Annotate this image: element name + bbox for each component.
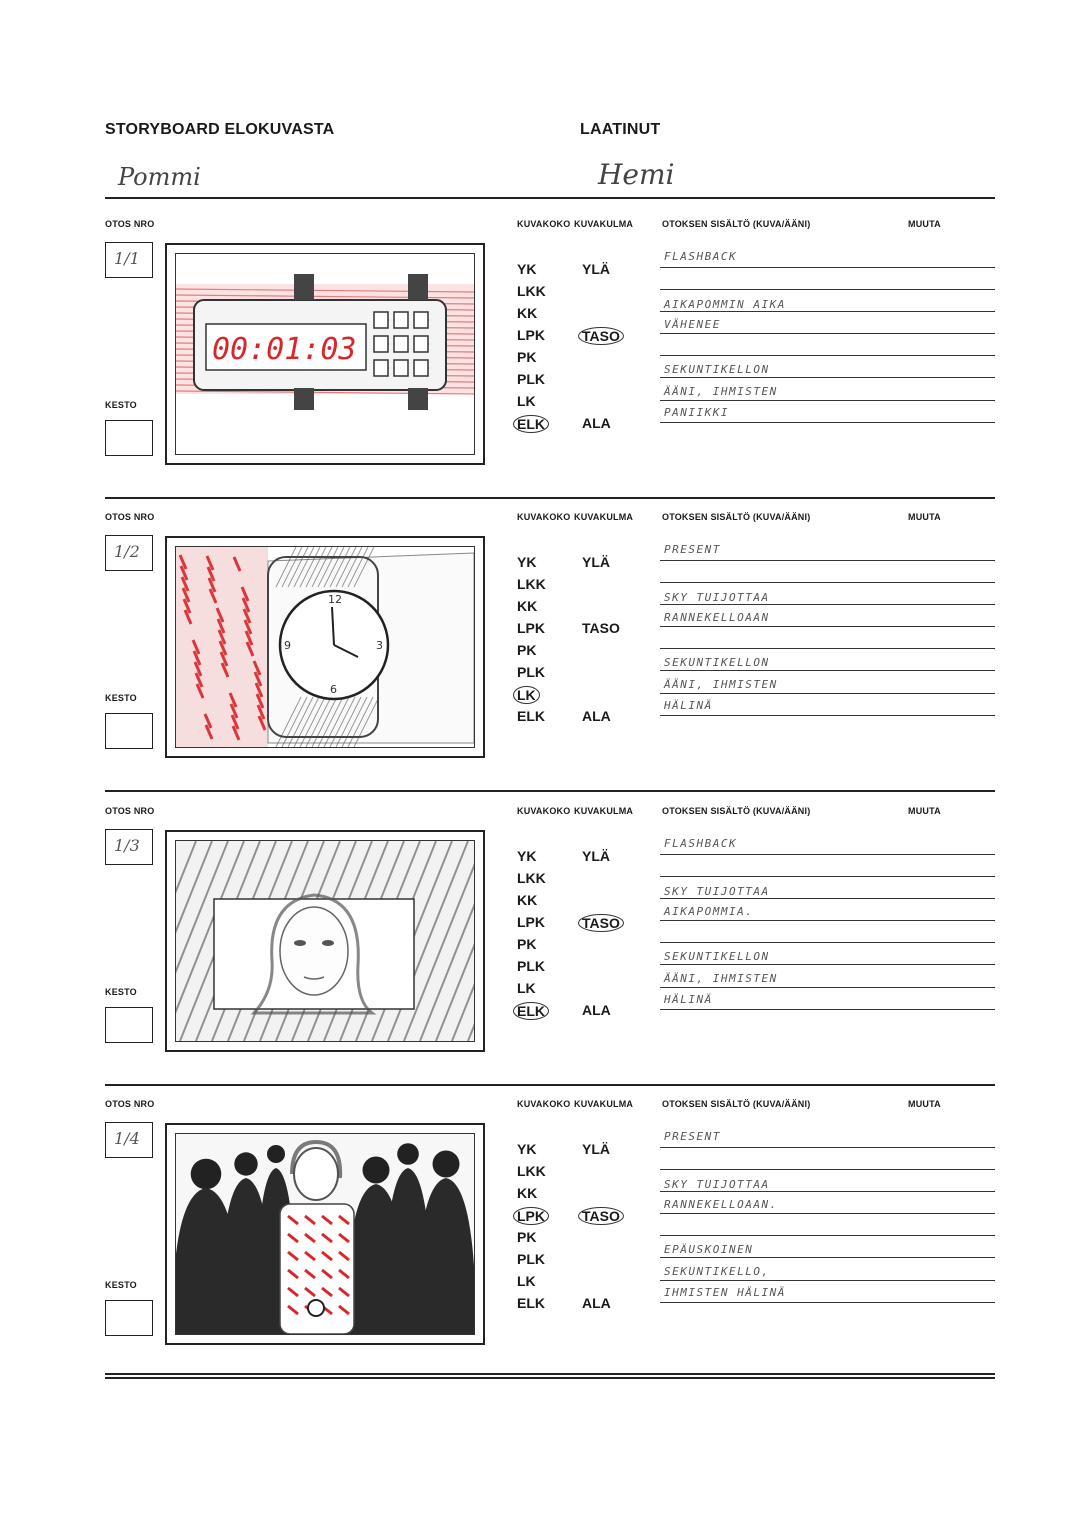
eye-right xyxy=(322,940,334,946)
size-option-yk[interactable]: YK xyxy=(517,848,537,864)
sketch-drawing xyxy=(176,1134,474,1334)
shot-size-header: KUVAKOKO xyxy=(517,1099,571,1109)
content-note: AIKAPOMMIA. xyxy=(664,905,754,918)
content-note: EPÄUSKOINEN xyxy=(664,1243,754,1256)
duration-box[interactable] xyxy=(105,1300,153,1336)
duration-box[interactable] xyxy=(105,420,153,456)
content-note: RANNEKELLOAAN xyxy=(664,611,770,624)
other-header: MUUTA xyxy=(908,1099,941,1109)
content-header: OTOKSEN SISÄLTÖ (KUVA/ÄÄNI) xyxy=(662,219,811,229)
shot-number-box[interactable] xyxy=(105,1122,153,1158)
content-rule xyxy=(660,1280,995,1281)
content-rule xyxy=(660,876,995,877)
shot-number-value: 1/3 xyxy=(114,836,140,855)
size-option-lk[interactable]: LK xyxy=(517,393,536,409)
size-option-pk[interactable]: PK xyxy=(517,349,537,365)
size-option-lk[interactable]: LK xyxy=(517,980,536,996)
crowd-head xyxy=(363,1157,390,1184)
content-rule xyxy=(660,377,995,378)
wristwatch xyxy=(308,1300,324,1316)
size-option-elk[interactable]: ELK xyxy=(513,415,549,433)
content-note: AIKAPOMMIN AIKA xyxy=(664,298,786,311)
shot-number-label: OTOS NRO xyxy=(105,219,155,229)
row-divider xyxy=(105,497,995,499)
angle-option-taso[interactable]: TASO xyxy=(578,1207,624,1225)
sketch-frame xyxy=(165,243,485,465)
duration-label: KESTO xyxy=(105,400,137,410)
content-rule xyxy=(660,648,995,649)
strap-clip xyxy=(294,274,314,300)
size-option-kk[interactable]: KK xyxy=(517,892,538,908)
content-note: SEKUNTIKELLON xyxy=(664,656,770,669)
sketch-panel xyxy=(175,253,475,455)
size-option-yk[interactable]: YK xyxy=(517,554,537,570)
crowd-head xyxy=(433,1151,460,1178)
content-rule xyxy=(660,898,995,899)
content-header: OTOKSEN SISÄLTÖ (KUVA/ÄÄNI) xyxy=(662,1099,811,1109)
content-rule xyxy=(660,964,995,965)
content-rule xyxy=(660,854,995,855)
size-option-kk[interactable]: KK xyxy=(517,305,538,321)
sketch-panel xyxy=(175,1133,475,1335)
content-rule xyxy=(660,1257,995,1258)
keypad-key xyxy=(414,360,428,376)
angle-header: KUVAKULMA xyxy=(574,1099,634,1109)
size-option-lpk[interactable]: LPK xyxy=(517,620,545,636)
duration-box[interactable] xyxy=(105,1007,153,1043)
size-option-elk[interactable]: ELK xyxy=(517,1295,545,1311)
author-label: LAATINUT xyxy=(580,121,661,138)
size-option-plk[interactable]: PLK xyxy=(517,958,545,974)
angle-header: KUVAKULMA xyxy=(574,512,634,522)
content-rule xyxy=(660,626,995,627)
bottom-rule xyxy=(105,1373,995,1375)
angle-option-ala[interactable]: ALA xyxy=(582,415,611,431)
row-divider xyxy=(105,1084,995,1086)
content-rule xyxy=(660,311,995,312)
content-note: SEKUNTIKELLON xyxy=(664,363,770,376)
size-option-plk[interactable]: PLK xyxy=(517,1251,545,1267)
eye-left xyxy=(294,940,306,946)
shot-size-header: KUVAKOKO xyxy=(517,806,571,816)
keypad-key xyxy=(414,336,428,352)
size-option-kk[interactable]: KK xyxy=(517,1185,538,1201)
duration-label: KESTO xyxy=(105,987,137,997)
content-rule xyxy=(660,1213,995,1214)
content-rule xyxy=(660,582,995,583)
content-rule xyxy=(660,333,995,334)
content-rule xyxy=(660,604,995,605)
storyboard-title-label: STORYBOARD ELOKUVASTA xyxy=(105,121,335,138)
row-divider xyxy=(105,1377,995,1379)
keypad-key xyxy=(374,360,388,376)
strap-clip xyxy=(294,388,314,410)
content-rule xyxy=(660,715,995,716)
size-option-lkk[interactable]: LKK xyxy=(517,576,546,592)
clock-digits: 00:01:03 xyxy=(212,332,357,367)
angle-option-yla[interactable]: YLÄ xyxy=(582,554,610,570)
shot-number-label: OTOS NRO xyxy=(105,806,155,816)
content-note: PRESENT xyxy=(664,1130,721,1143)
sketch-drawing xyxy=(176,254,474,454)
content-note: PANIIKKI xyxy=(664,406,729,419)
angle-header: KUVAKULMA xyxy=(574,806,634,816)
content-header: OTOKSEN SISÄLTÖ (KUVA/ÄÄNI) xyxy=(662,512,811,522)
content-rule xyxy=(660,920,995,921)
strap-clip xyxy=(408,388,428,410)
keypad-key xyxy=(394,360,408,376)
size-option-pk[interactable]: PK xyxy=(517,936,537,952)
size-option-pk[interactable]: PK xyxy=(517,1229,537,1245)
strap-clip xyxy=(408,274,428,300)
size-option-yk[interactable]: YK xyxy=(517,261,537,277)
angle-option-ala[interactable]: ALA xyxy=(582,1002,611,1018)
content-rule xyxy=(660,693,995,694)
size-option-elk[interactable]: ELK xyxy=(513,1002,549,1020)
content-note: SKY TUIJOTTAA xyxy=(664,885,770,898)
size-option-lkk[interactable]: LKK xyxy=(517,283,546,299)
sketch-frame xyxy=(165,830,485,1052)
other-header: MUUTA xyxy=(908,806,941,816)
content-note: SEKUNTIKELLO, xyxy=(664,1265,770,1278)
content-rule xyxy=(660,987,995,988)
other-header: MUUTA xyxy=(908,512,941,522)
sketch-frame xyxy=(165,1123,485,1345)
content-rule xyxy=(660,670,995,671)
main-face xyxy=(294,1148,338,1200)
content-rule xyxy=(660,400,995,401)
content-note: PRESENT xyxy=(664,543,721,556)
content-note: RANNEKELLOAAN. xyxy=(664,1198,778,1211)
shot-number-box[interactable] xyxy=(105,535,153,571)
crowd-head xyxy=(397,1143,419,1165)
content-header: OTOKSEN SISÄLTÖ (KUVA/ÄÄNI) xyxy=(662,806,811,816)
content-note: IHMISTEN HÄLINÄ xyxy=(664,1286,786,1299)
keypad-key xyxy=(394,312,408,328)
duration-label: KESTO xyxy=(105,1280,137,1290)
content-rule xyxy=(660,1191,995,1192)
content-rule xyxy=(660,289,995,290)
content-rule xyxy=(660,1009,995,1010)
size-option-plk[interactable]: PLK xyxy=(517,371,545,387)
shot-number-label: OTOS NRO xyxy=(105,1099,155,1109)
shot-number-value: 1/2 xyxy=(114,542,140,561)
duration-label: KESTO xyxy=(105,693,137,703)
content-rule xyxy=(660,942,995,943)
angle-header: KUVAKULMA xyxy=(574,219,634,229)
shot-size-header: KUVAKOKO xyxy=(517,219,571,229)
content-note: HÄLINÄ xyxy=(664,699,713,712)
size-option-lk[interactable]: LK xyxy=(513,686,540,704)
content-note: VÄHENEE xyxy=(664,318,721,331)
angle-option-yla[interactable]: YLÄ xyxy=(582,1141,610,1157)
sketch-drawing xyxy=(176,547,474,747)
film-title-handwritten: Pommi xyxy=(118,163,201,191)
content-note: SKY TUIJOTTAA xyxy=(664,591,770,604)
angle-option-taso[interactable]: TASO xyxy=(578,914,624,932)
sketch-drawing xyxy=(176,841,474,1041)
content-rule xyxy=(660,355,995,356)
duration-box[interactable] xyxy=(105,713,153,749)
size-option-lkk[interactable]: LKK xyxy=(517,870,546,886)
author-name-handwritten: Hemi xyxy=(598,158,675,191)
face xyxy=(280,907,348,995)
content-rule xyxy=(660,1235,995,1236)
size-option-lk[interactable]: LK xyxy=(517,1273,536,1289)
other-header: MUUTA xyxy=(908,219,941,229)
size-option-lpk[interactable]: LPK xyxy=(517,327,545,343)
size-option-kk[interactable]: KK xyxy=(517,598,538,614)
size-option-pk[interactable]: PK xyxy=(517,642,537,658)
content-rule xyxy=(660,267,995,268)
watch-numeral: 3 xyxy=(376,639,383,652)
content-note: SKY TUIJOTTAA xyxy=(664,1178,770,1191)
content-note: ÄÄNI, IHMISTEN xyxy=(664,972,778,985)
keypad-key xyxy=(374,312,388,328)
angle-option-ala[interactable]: ALA xyxy=(582,708,611,724)
content-note: HÄLINÄ xyxy=(664,993,713,1006)
crowd-head xyxy=(191,1159,222,1190)
header-rule xyxy=(105,197,995,199)
shot-number-label: OTOS NRO xyxy=(105,512,155,522)
size-option-lpk[interactable]: LPK xyxy=(513,1207,549,1225)
shot-number-value: 1/4 xyxy=(114,1129,140,1148)
size-option-yk[interactable]: YK xyxy=(517,1141,537,1157)
content-rule xyxy=(660,560,995,561)
watch-numeral: 12 xyxy=(328,593,342,606)
content-rule xyxy=(660,1147,995,1148)
watch-numeral: 6 xyxy=(330,683,337,696)
shot-size-header: KUVAKOKO xyxy=(517,512,571,522)
sketch-frame xyxy=(165,536,485,758)
angle-option-taso[interactable]: TASO xyxy=(582,620,620,636)
angle-option-ala[interactable]: ALA xyxy=(582,1295,611,1311)
sketch-panel xyxy=(175,840,475,1042)
shot-number-box[interactable] xyxy=(105,829,153,865)
content-rule xyxy=(660,1302,995,1303)
sketch-panel xyxy=(175,546,475,748)
shot-number-box[interactable] xyxy=(105,242,153,278)
content-rule xyxy=(660,422,995,423)
size-option-elk[interactable]: ELK xyxy=(517,708,545,724)
watch-numeral: 9 xyxy=(284,639,291,652)
content-note: FLASHBACK xyxy=(664,837,738,850)
content-note: FLASHBACK xyxy=(664,250,738,263)
keypad-key xyxy=(374,336,388,352)
size-option-plk[interactable]: PLK xyxy=(517,664,545,680)
row-divider xyxy=(105,790,995,792)
angle-option-yla[interactable]: YLÄ xyxy=(582,848,610,864)
crowd-head xyxy=(234,1152,257,1175)
keypad-key xyxy=(414,312,428,328)
angle-option-yla[interactable]: YLÄ xyxy=(582,261,610,277)
size-option-lpk[interactable]: LPK xyxy=(517,914,545,930)
content-note: ÄÄNI, IHMISTEN xyxy=(664,385,778,398)
crowd-head xyxy=(267,1145,285,1163)
keypad-key xyxy=(394,336,408,352)
content-rule xyxy=(660,1169,995,1170)
angle-option-taso[interactable]: TASO xyxy=(578,327,624,345)
content-note: SEKUNTIKELLON xyxy=(664,950,770,963)
shot-number-value: 1/1 xyxy=(114,249,140,268)
content-note: ÄÄNI, IHMISTEN xyxy=(664,678,778,691)
size-option-lkk[interactable]: LKK xyxy=(517,1163,546,1179)
